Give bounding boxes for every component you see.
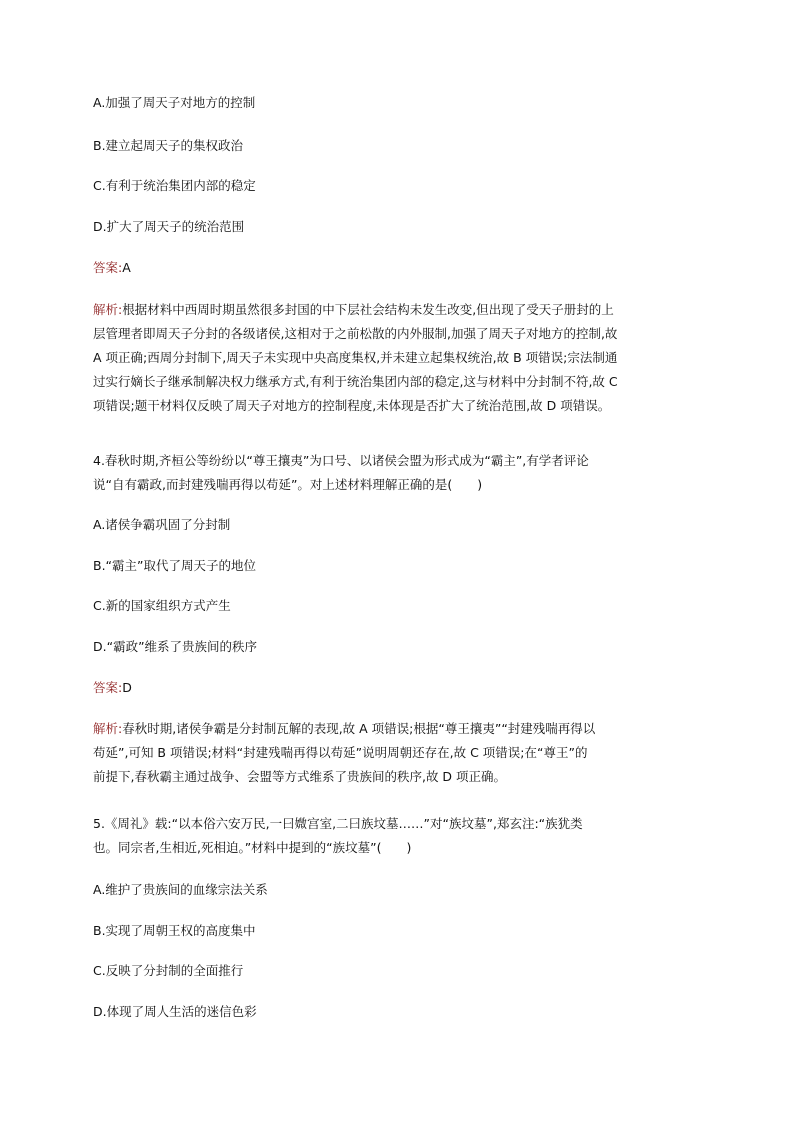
q4-analysis: 解析:春秋时期,诸侯争霸是分封制瓦解的表现,故 A 项错误;根据“尊王攘夷”“封建残喘再得以 苟延”,可知 B 项错误;材料“封建残喘再得以苟延”说明周朝还存在,故 C 项错误;在“尊王”的 前提下,春秋霸主通过战争、会盟等方式维系了贵族间的秩序,故 D 项正确。 — [93, 721, 596, 784]
q3-answer — [93, 256, 713, 280]
answer-label: 答案: — [93, 680, 123, 695]
q4-answer — [93, 676, 713, 700]
q3-analysis: 解析:根据材料中西周时期虽然很多封国的中下层社会结构未发生改变,但出现了受天子册封的上 层管理者即周天子分封的各级诸侯,这相对于之前松散的内外服制,加强了周天子对地方的控制,故 A 项正确;西周分封制下,周天子未实现中央高度集权,并未建立起集权统治,故 B 项错误;宗法制通 过实行嫡长子继承制解决权力继承方式,有利于统治集团内部的稳定,这与材料中分封制不符,故 C 项错误;题干材料仅反映了周天子对地方的控制程度,未体现是否扩大了统治范围,故 D 项错误。 — [93, 302, 618, 413]
answer-value: A — [122, 260, 131, 275]
analysis-label: 解析: — [93, 721, 123, 736]
q5-option-d: D.体现了周人生活的迷信色彩 — [93, 1004, 257, 1019]
q5-option-a: A.维护了贵族间的血缘宗法关系 — [93, 882, 268, 897]
q4-option-b: B.“霸主”取代了周天子的地位 — [93, 558, 257, 573]
q5-option-c: C.反映了分封制的全面推行 — [93, 963, 244, 978]
answer-value: D — [122, 680, 132, 695]
q3-option-c: C.有利于统治集团内部的稳定 — [93, 178, 256, 193]
q3-option-a: A.加强了周天子对地方的控制 — [93, 95, 256, 110]
analysis-label: 解析: — [93, 302, 123, 317]
answer-label: 答案: — [93, 260, 123, 275]
q4-option-a: A.诸侯争霸巩固了分封制 — [93, 517, 231, 532]
q5-stem: 5.《周礼》载:“以本俗六安万民,一曰媺宫室,二曰族坟墓……”对“族坟墓”,郑玄注:“族犹类 也。同宗者,生相近,死相迫。”材料中提到的“族坟墓”( ) — [93, 816, 583, 855]
q3-option-b: B.建立起周天子的集权政治 — [93, 138, 244, 153]
q4-stem: 4.春秋时期,齐桓公等纷纷以“尊王攘夷”为口号、以诸侯会盟为形式成为“霸主”,有学者评论 说“自有霸政,而封建残喘再得以苟延”。对上述材料理解正确的是( ) — [93, 453, 589, 492]
q5-option-b: B.实现了周朝王权的高度集中 — [93, 923, 256, 938]
q4-option-d: D.“霸政”维系了贵族间的秩序 — [93, 639, 258, 654]
q3-option-d: D.扩大了周天子的统治范围 — [93, 219, 245, 234]
q4-option-c: C.新的国家组织方式产生 — [93, 598, 231, 613]
